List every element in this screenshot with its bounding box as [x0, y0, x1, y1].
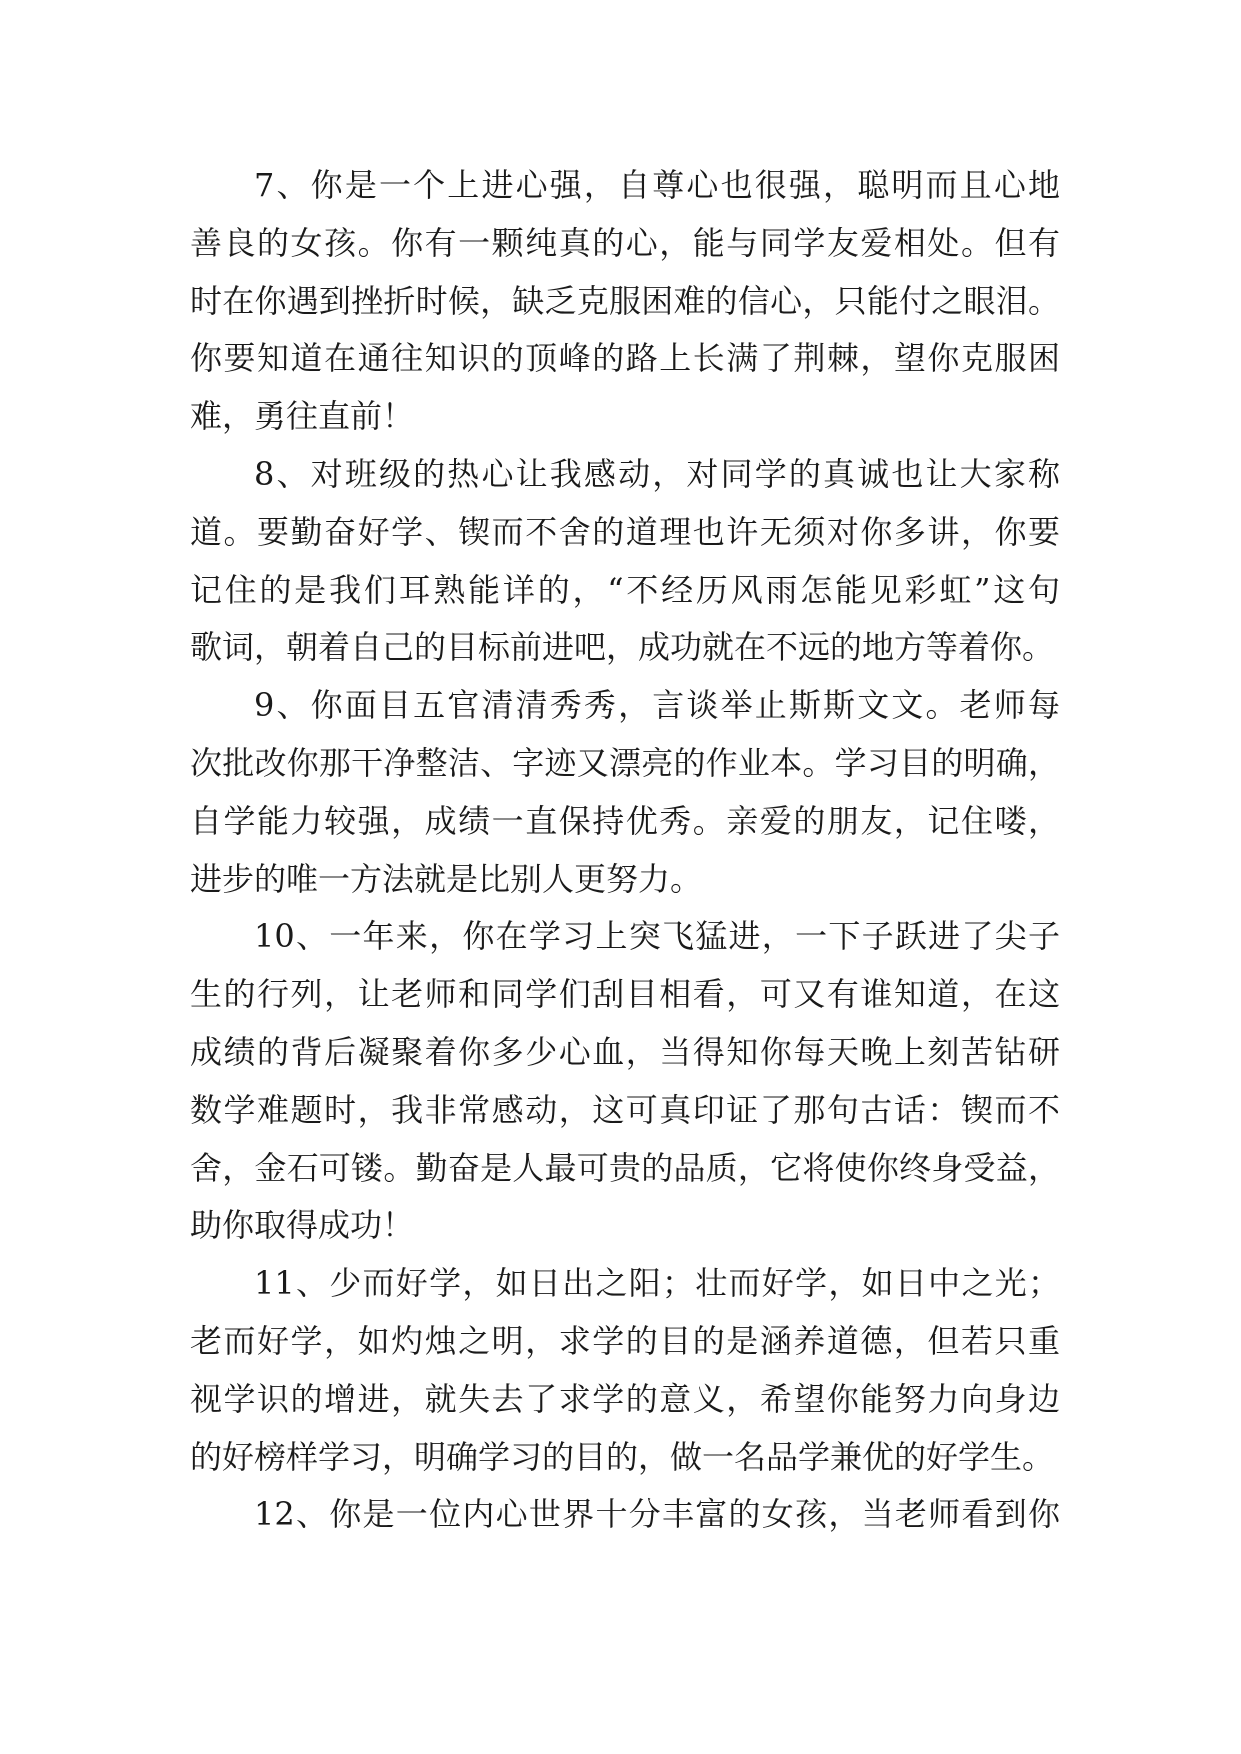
- text-line: 舍，金石可镂。勤奋是人最可贵的品质，它将使你终身受益，: [190, 1148, 1060, 1187]
- text-line: 10、一年来，你在学习上突飞猛进，一下子跃进了尖子: [254, 917, 1060, 956]
- text-line: 视学识的增进，就失去了求学的意义，希望你能努力向身边: [190, 1379, 1060, 1418]
- text-line: 道。要勤奋好学、锲而不舍的道理也许无须对你多讲，你要: [190, 512, 1060, 551]
- text-line: 你要知道在通往知识的顶峰的路上长满了荆棘，望你克服困: [190, 339, 1060, 378]
- text-line: 的好榜样学习，明确学习的目的，做一名品学兼优的好学生。: [190, 1437, 1055, 1476]
- text-line: 记住的是我们耳熟能详的，“不经历风雨怎能见彩虹”这句: [190, 570, 1060, 609]
- text-line: 老而好学，如灼烛之明，求学的目的是涵养道德，但若只重: [190, 1321, 1060, 1360]
- text-line: 数学难题时，我非常感动，这可真印证了那句古话：锲而不: [190, 1090, 1060, 1129]
- text-line: 次批改你那干净整洁、字迹又漂亮的作业本。学习目的明确，: [190, 743, 1060, 782]
- text-line: 9、你面目五官清清秀秀，言谈举止斯斯文文。老师每: [254, 686, 1060, 725]
- text-line: 生的行列，让老师和同学们刮目相看，可又有谁知道，在这: [190, 975, 1060, 1014]
- comment-paragraph-8: [190, 446, 1060, 677]
- text-line: 11、少而好学，如日出之阳；壮而好学，如日中之光；: [254, 1264, 1060, 1303]
- text-line: 8、对班级的热心让我感动，对同学的真诚也让大家称: [254, 454, 1060, 493]
- text-line: 7、你是一个上进心强，自尊心也很强，聪明而且心地: [254, 166, 1060, 204]
- text-line: 善良的女孩。你有一颗纯真的心，能与同学友爱相处。但有: [190, 223, 1060, 262]
- text-line: 成绩的背后凝聚着你多少心血，当得知你每天晚上刻苦钻研: [190, 1032, 1060, 1071]
- document-body: [190, 157, 1060, 1544]
- comment-paragraph-7: [190, 157, 1060, 446]
- text-line: 助你取得成功！: [190, 1206, 415, 1245]
- text-line: 时在你遇到挫折时候，缺乏克服困难的信心，只能付之眼泪。: [190, 281, 1060, 320]
- comment-paragraph-11: [190, 1255, 1060, 1486]
- comment-paragraph-10: [190, 908, 1060, 1255]
- comment-paragraph-9: [190, 677, 1060, 908]
- text-line: 自学能力较强，成绩一直保持优秀。亲爱的朋友，记住喽，: [190, 801, 1060, 840]
- text-line: 12、你是一位内心世界十分丰富的女孩，当老师看到你: [254, 1495, 1060, 1534]
- comment-paragraph-12: [190, 1486, 1060, 1544]
- text-line: 难，勇往直前！: [190, 397, 415, 436]
- text-line: 歌词，朝着自己的目标前进吧，成功就在不远的地方等着你。: [190, 628, 1055, 667]
- text-line: 进步的唯一方法就是比别人更努力。: [190, 859, 703, 898]
